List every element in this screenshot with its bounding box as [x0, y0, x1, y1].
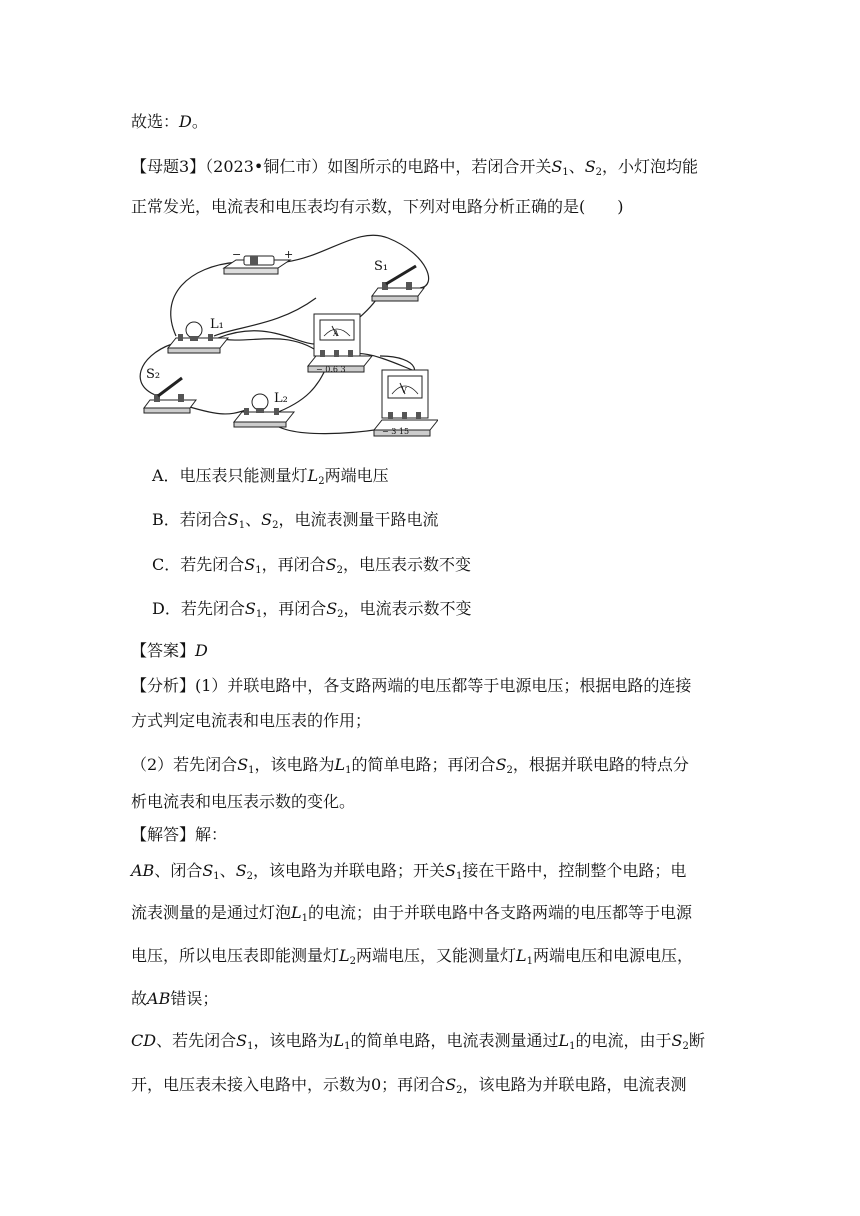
battery-icon	[224, 248, 293, 274]
voltmeter-label: V	[401, 386, 407, 395]
option-c: C．若先闭合$S_1$，再闭合$S_2$，电压表示数不变	[152, 555, 471, 576]
circuit-diagram	[128, 226, 438, 444]
text-line-conclusion: 故选：D。	[131, 112, 208, 131]
option-d: D．若先闭合$S_1$，再闭合$S_2$，电流表示数不变	[152, 599, 472, 620]
solution-line-4: 故AB错误；	[131, 989, 219, 1008]
s1-label: S₁	[374, 259, 389, 274]
question-title-line-1: 【母题3】（2023•铜仁市）如图所示的电路中，若闭合开关$S_1$、$S_2$，小灯泡均能	[131, 157, 699, 178]
ammeter-label: A	[333, 329, 339, 338]
answer-line: 【答案】D	[131, 641, 208, 660]
option-b: B．若闭合$S_1$、$S_2$，电流表测量干路电流	[152, 510, 439, 531]
ammeter-terminals: − 0.6 3	[316, 365, 346, 374]
question-title-line-2: 正常发光，电流表和电压表均有示数，下列对电路分析正确的是( )	[131, 197, 624, 216]
l2-label: L₂	[274, 391, 288, 406]
voltmeter-terminals: − 3 15	[382, 427, 410, 436]
ammeter-icon	[308, 314, 372, 374]
lamp-l1-icon	[168, 317, 228, 353]
solution-heading: 【解答】解：	[131, 825, 228, 844]
switch-s2-icon	[144, 367, 196, 413]
solution-line-5: CD、若先闭合$S_1$，该电路为$L_1$的简单电路，电流表测量通过$L_1$的电流，由于$S_2$断	[131, 1031, 705, 1052]
switch-s1-icon	[372, 259, 424, 301]
analysis-line-4: 析电流表和电压表示数的变化。	[131, 792, 356, 811]
option-a: A．电压表只能测量灯$L_2$两端电压	[152, 466, 389, 487]
solution-line-1: AB、闭合$S_1$、$S_2$，该电路为并联电路；开关$S_1$接在干路中，控制整个电路；电	[131, 861, 687, 882]
l1-label: L₁	[210, 317, 224, 332]
analysis-line-3: （2）若先闭合$S_1$，该电路为$L_1$的简单电路；再闭合$S_2$，根据并联电路的特点分	[131, 755, 689, 776]
analysis-line-2: 方式判定电流表和电压表的作用；	[131, 711, 372, 730]
s2-label: S₂	[146, 367, 161, 382]
analysis-line-1: 【分析】(1）并联电路中，各支路两端的电压都等于电源电压；根据电路的连接	[131, 676, 692, 695]
solution-line-3: 电压，所以电压表即能测量灯$L_2$两端电压，又能测量灯$L_1$两端电压和电源电压，	[131, 946, 694, 967]
solution-line-2: 流表测量的是通过灯泡$L_1$的电流；由于并联电路中各支路两端的电压都等于电源	[131, 903, 693, 924]
battery-plus-label: +	[284, 248, 294, 261]
voltmeter-icon	[374, 370, 438, 436]
solution-line-6: 开，电压表未接入电路中，示数为0；再闭合$S_2$，该电路为并联电路，电流表测	[131, 1075, 687, 1096]
battery-minus-label: −	[232, 248, 242, 261]
